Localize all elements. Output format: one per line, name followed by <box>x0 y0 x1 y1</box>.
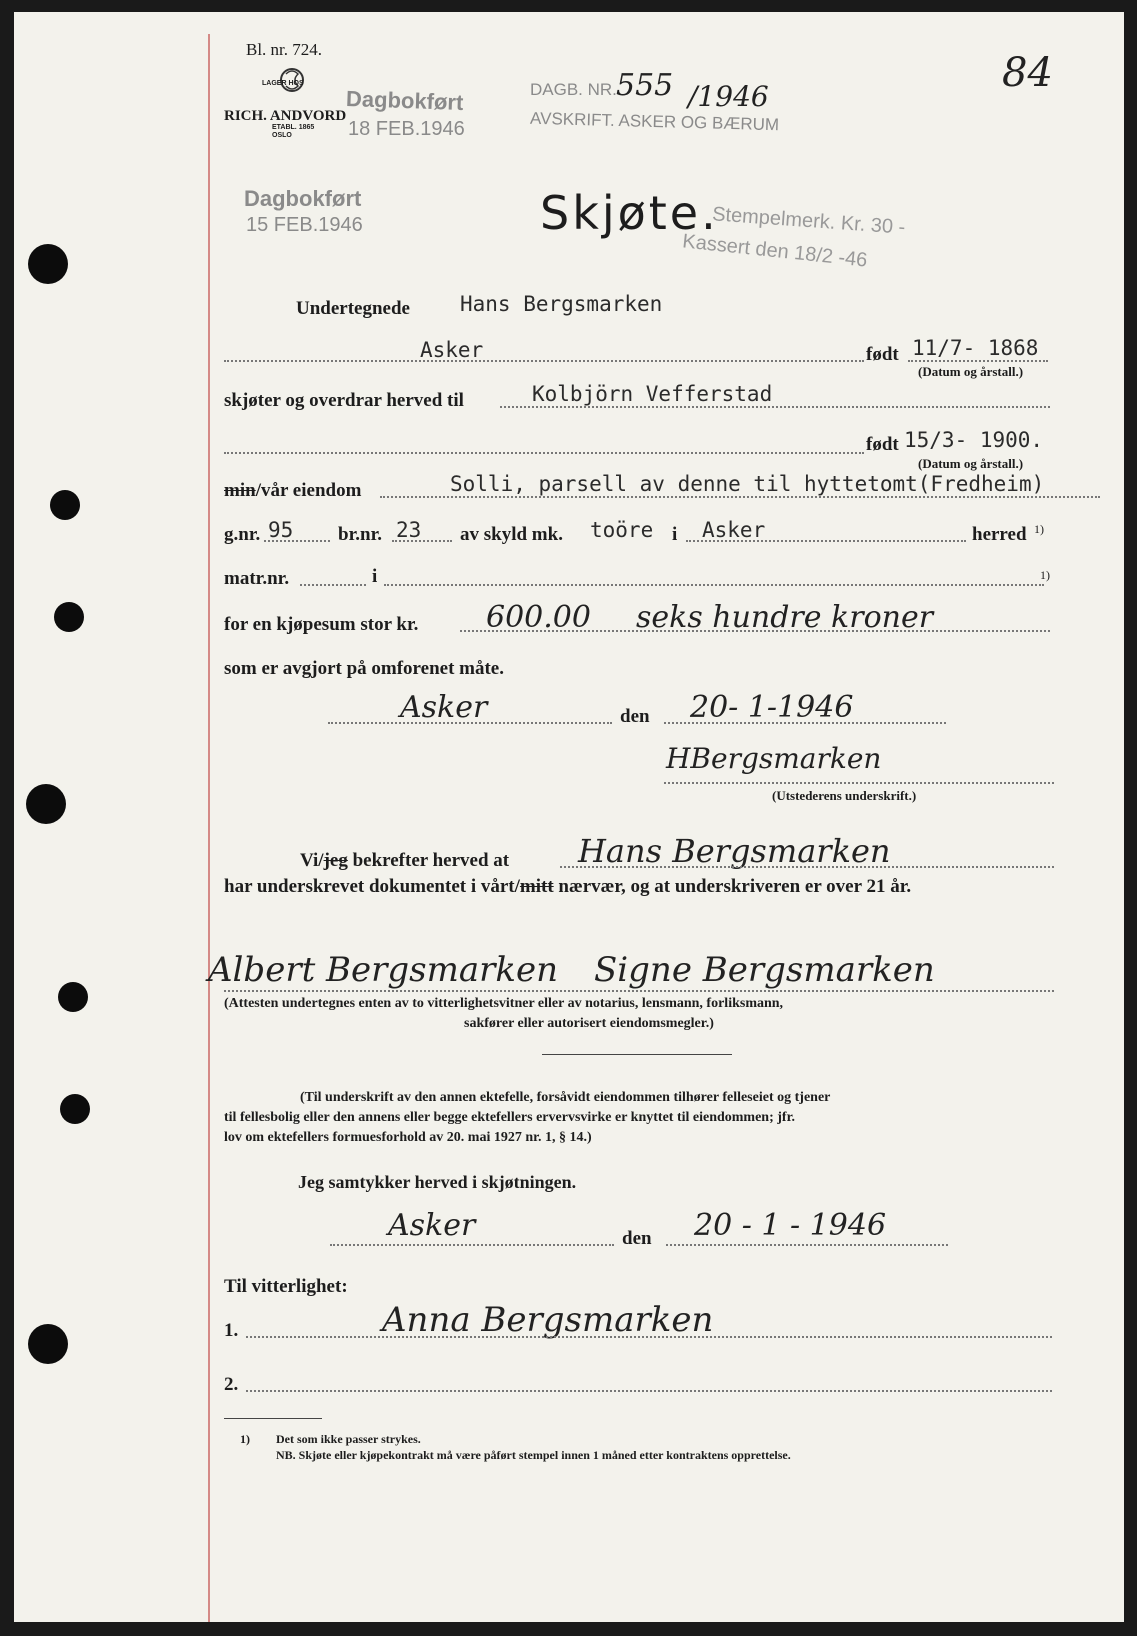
place-1-line <box>328 722 612 724</box>
grantor-place-line <box>224 360 864 362</box>
stamp-date-1: 18 FEB.1946 <box>348 118 465 140</box>
gnr-line <box>264 540 330 542</box>
form-number: Bl. nr. 724. <box>246 40 323 59</box>
datum-hint: (Datum og årstall.) <box>918 364 1024 379</box>
stamp-dagbokfort-2: Dagbokført <box>244 186 362 211</box>
fodt-label: født <box>866 344 899 365</box>
matr-footnote-mark: 1) <box>1040 568 1050 582</box>
avgjort-text: som er avgjort på omforenet måte. <box>224 658 504 679</box>
witness-row-1-line <box>246 1336 1052 1338</box>
matr-line-2 <box>384 584 1044 586</box>
skjoter-label: skjøter og overdrar herved til <box>224 390 464 411</box>
i-label: i <box>672 524 678 545</box>
attest-line-2b: nærvær, og at underskriveren er over 21 år. <box>558 876 912 897</box>
datum-hint-2: (Datum og årstall.) <box>918 456 1024 471</box>
eiendom-label-text: /vår eiendom <box>255 480 362 501</box>
brnr-label: br.nr. <box>338 524 383 545</box>
publisher-name: RICH. ANDVORD <box>224 108 347 124</box>
seller-signature-line <box>664 782 1054 784</box>
footnote-line-2: NB. Skjøte eller kjøpekontrakt må være påført stempel innen 1 måned etter kontraktens opprettelse. <box>276 1448 791 1462</box>
spouse-note-2: til fellesbolig eller den annens eller begge ektefellers ervervsvirke er knyttet til eiendommen; jfr. <box>224 1110 796 1125</box>
stempel-stamp: Stempelmerk. Kr. 30 - <box>711 203 906 239</box>
footnote-rule <box>224 1418 322 1419</box>
witness-2-signature: Signe Bergsmarken <box>594 950 935 990</box>
binder-hole <box>60 1094 90 1124</box>
den-label-1: den <box>620 706 650 727</box>
dagb-label: DAGB. NR. <box>530 80 617 99</box>
witness-line <box>224 990 1054 992</box>
property-line <box>380 496 1100 498</box>
witness-row-2: 2. <box>224 1374 239 1395</box>
consent-text: Jeg samtykker herved i skjøtningen. <box>298 1172 577 1192</box>
attested-name: Hans Bergsmarken <box>578 832 891 870</box>
grantee-extra-line <box>224 452 864 454</box>
publisher-sub-a: LAGER HOS <box>262 80 304 87</box>
gnr-label: g.nr. <box>224 524 261 545</box>
binder-hole <box>26 784 66 824</box>
grantor-name: Hans Bergsmarken <box>460 292 663 316</box>
binder-hole <box>50 490 80 520</box>
struck-jeg: jeg <box>323 850 348 871</box>
date-2-line <box>666 1244 948 1246</box>
brnr-line <box>392 540 452 542</box>
spouse-note-1: (Til underskrift av den annen ektefelle, forsåvidt eiendommen tilhører felleseiet og tjener <box>300 1090 831 1105</box>
document-title: Skjøte. <box>540 186 719 240</box>
matr-line-1 <box>300 584 366 586</box>
footnote-line-1: Det som ikke passer strykes. <box>276 1432 421 1446</box>
attest-line-2 <box>224 876 911 898</box>
amount-in-words: seks hundre kroner <box>636 600 934 635</box>
spouse-signature: Anna Bergsmarken <box>382 1300 714 1340</box>
grantee-name: Kolbjörn Vefferstad <box>532 382 773 406</box>
dagb-year: /1946 <box>688 80 769 113</box>
kjopesum-label: for en kjøpesum stor kr. <box>224 614 419 635</box>
brnr-value: 23 <box>396 518 422 542</box>
bekrefter-text: bekrefter herved at <box>352 850 510 871</box>
attest-note-2: sakfører eller autorisert eiendomsmegler.) <box>464 1016 714 1031</box>
herred-footnote-mark: 1) <box>1034 522 1044 536</box>
binder-hole <box>58 982 88 1012</box>
dagb-number: 555 <box>616 68 674 103</box>
municipality-line <box>686 540 966 542</box>
herred-label: herred <box>972 524 1027 545</box>
grantor-born: 11/7- 1868 <box>912 336 1039 360</box>
stamp-date-2: 15 FEB.1946 <box>246 214 363 236</box>
binder-hole <box>54 602 84 632</box>
grantor-born-line <box>908 360 1048 362</box>
binder-hole <box>28 244 68 284</box>
attest-note-1: (Attesten undertegnes enten av to vitterlighetsvitner eller av notarius, lensmann, forliksmann, <box>224 996 784 1011</box>
publisher-sub-b: ETABL. 1865 OSLO <box>272 124 315 139</box>
spouse-note-3: lov om ektefellers formuesforhold av 20. mai 1927 nr. 1, § 14.) <box>224 1130 592 1145</box>
attest-line-2a: har underskrevet dokumentet i vårt/ <box>224 876 520 897</box>
binder-hole <box>28 1324 68 1364</box>
page-number: 84 <box>1002 50 1053 96</box>
eiendom-label <box>224 480 361 502</box>
witness-row-1: 1. <box>224 1320 239 1341</box>
grantee-born: 15/3- 1900. <box>904 428 1044 452</box>
amount: 600.00 <box>486 600 591 635</box>
document-page <box>14 12 1124 1622</box>
date-1-line <box>664 722 946 724</box>
skyld-value: toöre <box>590 518 654 542</box>
grantee-name-line <box>500 406 1050 408</box>
gnr-value: 95 <box>268 518 294 542</box>
den-label-2: den <box>622 1228 652 1249</box>
matr-i-label: i <box>372 566 378 587</box>
utsteder-hint: (Utstederens underskrift.) <box>772 788 917 803</box>
witness-1-signature: Albert Bergsmarken <box>208 950 558 990</box>
place-2: Asker <box>388 1208 476 1243</box>
skyld-label: av skyld mk. <box>460 524 563 545</box>
matr-label: matr.nr. <box>224 568 290 589</box>
grantor-place: Asker <box>420 338 484 362</box>
struck-min: min <box>224 480 256 501</box>
office-stamp: AVSKRIFT. ASKER OG BÆRUM <box>529 108 780 135</box>
amount-line <box>460 630 1050 632</box>
fodt-label-2: født <box>866 434 899 455</box>
publisher-logo <box>222 66 362 139</box>
municipality: Asker <box>702 518 766 542</box>
kassert-stamp: Kassert den 18/2 -46 <box>681 230 869 272</box>
undertegnede-label: Undertegnede <box>296 298 410 319</box>
section-divider <box>542 1054 732 1055</box>
seller-signature: HBergsmarken <box>666 742 882 775</box>
date-2: 20 - 1 - 1946 <box>694 1208 887 1243</box>
struck-mitt: mitt <box>519 876 554 897</box>
place-1: Asker <box>400 690 488 725</box>
vitterlighet-label: Til vitterlighet: <box>224 1276 348 1297</box>
vi-text: Vi/ <box>300 850 324 871</box>
witness-row-2-line <box>246 1390 1052 1392</box>
date-1: 20- 1-1946 <box>690 690 854 725</box>
margin-rule <box>208 34 210 1622</box>
place-2-line <box>330 1244 614 1246</box>
property-description: Solli, parsell av denne til hyttetomt(Fredheim) <box>450 472 1045 496</box>
footnote-mark: 1) <box>240 1432 250 1446</box>
attested-name-line <box>560 866 1054 868</box>
vi-label <box>300 850 509 872</box>
stamp-dagbokfort-1: Dagbokført <box>345 85 464 116</box>
